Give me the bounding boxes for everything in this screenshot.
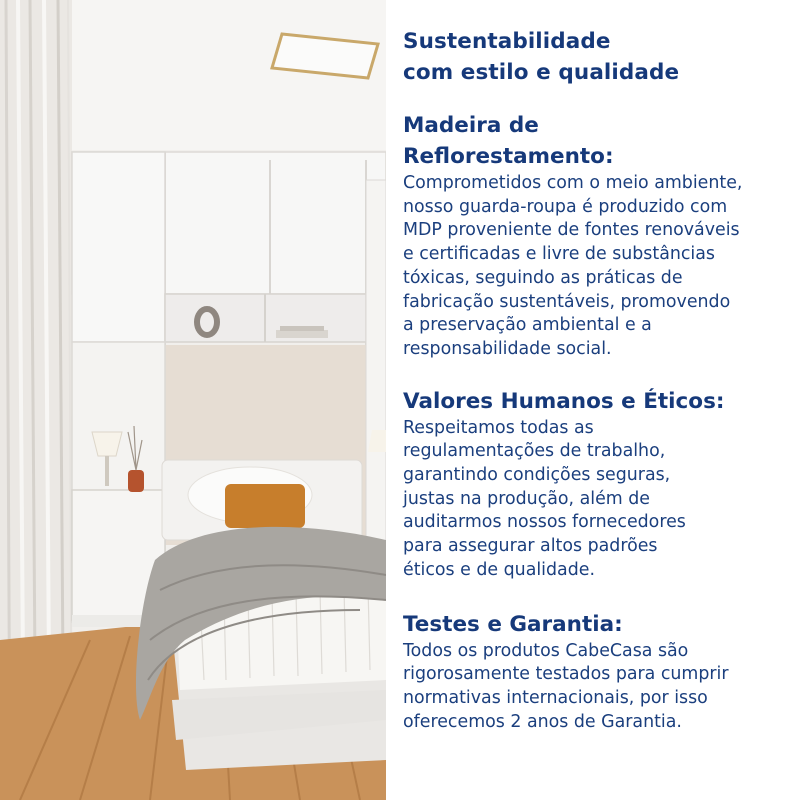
body-line: justas na produção, além de [403,488,651,509]
section-title-line: Reflorestamento: [403,144,614,169]
section-title-line: Testes e Garantia: [403,611,623,637]
info-copy [403,26,788,734]
body-line: a preservação ambiental e a [403,315,652,336]
body-line: Comprometidos com o meio ambiente, [403,173,743,193]
section-body [403,172,788,362]
bedroom-photo [0,0,386,800]
body-line: Todos os produtos CabeCasa são [403,640,689,661]
section-title-line: Madeira de [403,113,539,138]
section-title [403,609,788,640]
body-line: tóxicas, seguindo as práticas de [403,267,683,288]
body-line: normativas internacionais, por isso [403,687,708,708]
body-line: fabricação sustentáveis, promovendo [403,291,731,312]
body-line: oferecemos 2 anos de Garantia. [403,711,682,732]
body-line: éticos e de qualidade. [403,559,595,580]
section-title [403,386,788,417]
body-line: rigorosamente testados para cumprir [403,664,729,685]
niche-shelf [165,294,366,342]
headline-line: Sustentabilidade [403,29,611,54]
headline [403,26,788,88]
body-line: regulamentações de trabalho, [403,441,666,462]
body-line: auditarmos nossos fornecedores [403,512,686,533]
section-title [403,110,788,172]
section-testes [403,609,788,735]
section-body [403,417,788,583]
body-line: MDP proveniente de fontes renováveis [403,220,740,241]
section-body [403,640,788,735]
section-madeira [403,110,788,362]
section-valores [403,386,788,583]
body-line: e certificadas e livre de substâncias [403,244,715,265]
body-line: para assegurar altos padrões [403,536,658,557]
body-line: Respeitamos todas as [403,417,594,438]
body-line: nosso guarda-roupa é produzido com [403,196,728,217]
body-line: garantindo condições seguras, [403,465,671,486]
section-title-line: Valores Humanos e Éticos: [403,388,725,414]
headline-line: com estilo e qualidade [403,60,680,85]
body-line: responsabilidade social. [403,338,612,359]
